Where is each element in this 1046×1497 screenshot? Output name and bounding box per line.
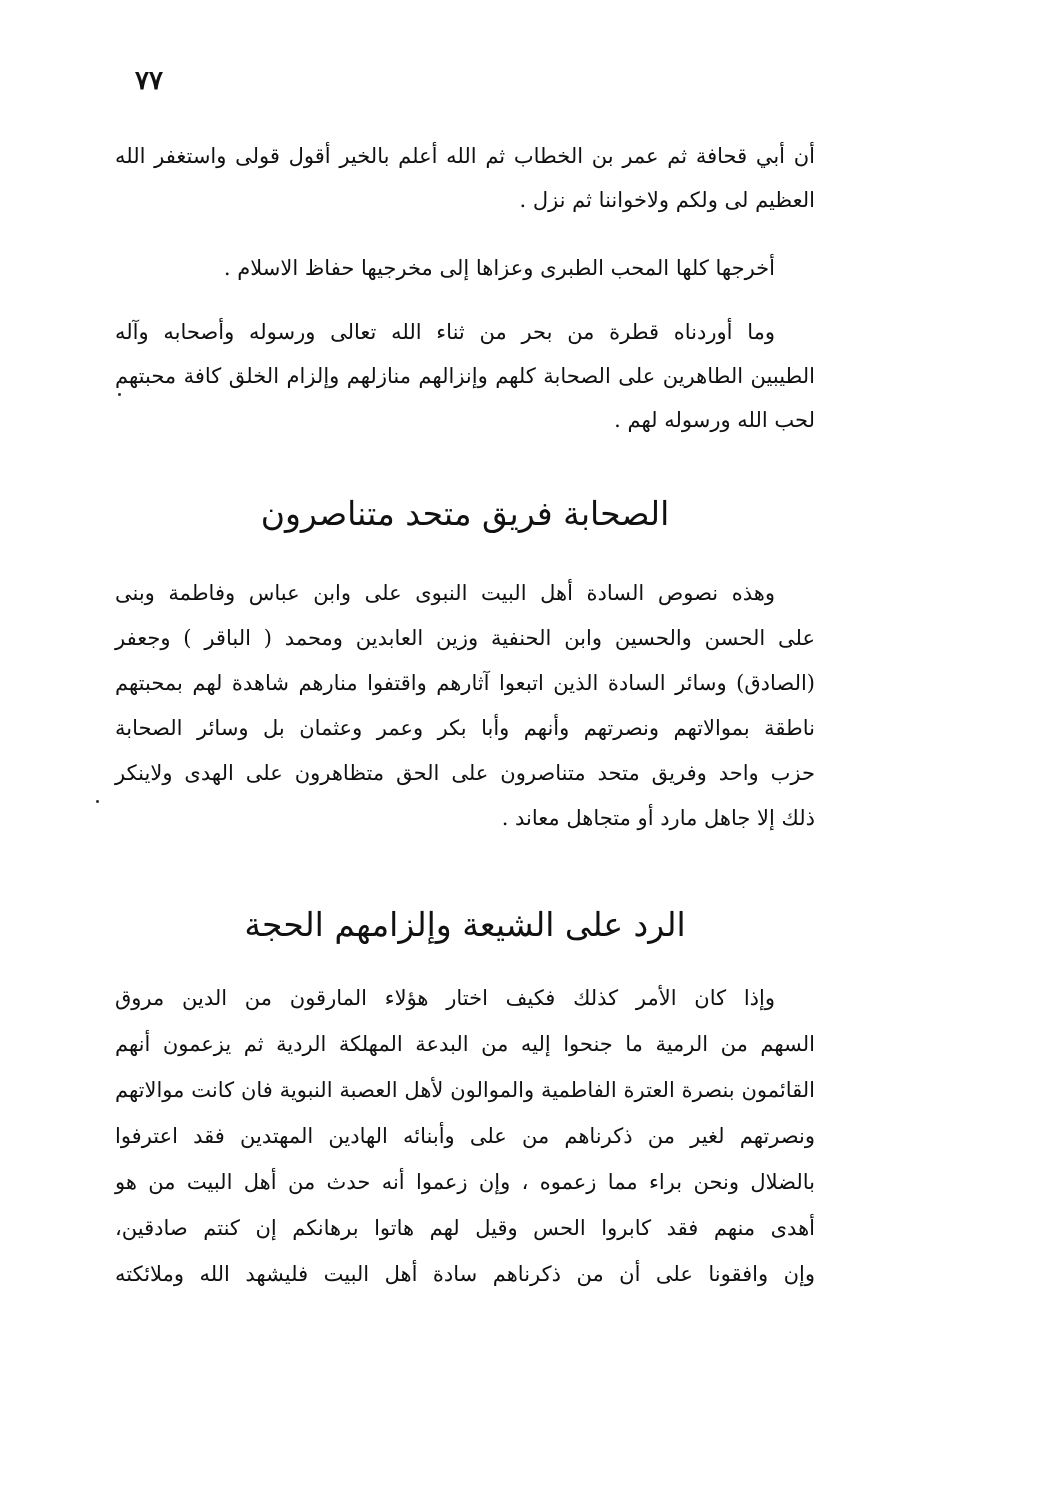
text-line: بالضلال ونحن براء مما زعموه ، وإن زعموا أنه حدث من أهل البيت من هو: [115, 1170, 815, 1194]
paragraph-praise: [115, 317, 815, 435]
paragraph-ahl-al-bayt: [115, 578, 815, 833]
text-line: أن أبي قحافة ثم عمر بن الخطاب ثم الله أعلم بالخير أقول قولى واستغفر الله: [115, 144, 815, 168]
text-line: ونصرتهم لغير من ذكرناهم من على وأبنائه الهادين المهتدين فقد اعترفوا: [115, 1124, 815, 1148]
paragraph-attribution: [115, 253, 815, 283]
text-line: ناطقة بموالاتهم ونصرتهم وأنهم وأبا بكر وعمر وعثمان بل وسائر الصحابة: [115, 716, 815, 740]
text-line: وهذه نصوص السادة أهل البيت النبوى على وابن عباس وفاطمة وبنى: [115, 581, 775, 605]
paragraph-closing-sermon: [115, 141, 815, 215]
text-line: على الحسن والحسين وابن الحنفية وزين العابدين ومحمد ( الباقر ) وجعفر: [115, 626, 815, 650]
section-heading: الرد على الشيعة وإلزامهم الحجة: [244, 905, 686, 944]
text-line: أهدى منهم فقد كابروا الحس وقيل لهم هاتوا برهانكم إن كنتم صادقين،: [115, 1216, 815, 1240]
text-line: لحب الله ورسوله لهم .: [614, 408, 815, 432]
page-number: ٧٧: [135, 66, 163, 96]
paragraph-refutation: [115, 983, 815, 1289]
text-line: (الصادق) وسائر السادة الذين اتبعوا آثارهم واقتفوا منارهم شاهدة لهم بمحبتهم: [115, 671, 815, 695]
text-line: الطيبين الطاهرين على الصحابة كلهم وإنزالهم منازلهم وإلزام الخلق كافة محبتهم: [115, 364, 815, 388]
text-line: وما أوردناه قطرة من بحر من ثناء الله تعالى ورسوله وأصحابه وآله: [115, 320, 775, 344]
scan-speck: [96, 800, 99, 803]
text-line: القائمون بنصرة العترة الفاطمية والموالون لأهل العصبة النبوية فان كانت موالاتهم: [115, 1078, 815, 1102]
scan-speck: [118, 393, 121, 396]
text-line: وإن وافقونا على أن من ذكرناهم سادة أهل البيت فليشهد الله وملائكته: [115, 1262, 815, 1286]
section-heading: الصحابة فريق متحد متناصرون: [260, 494, 670, 533]
text-line: وإذا كان الأمر كذلك فكيف اختار هؤلاء المارقون من الدين مروق: [115, 986, 775, 1010]
text-line: حزب واحد وفريق متحد متناصرون على الحق متظاهرون على الهدى ولاينكر: [115, 761, 815, 785]
text-line: أخرجها كلها المحب الطبرى وعزاها إلى مخرجيها حفاظ الاسلام .: [223, 256, 775, 280]
text-line: السهم من الرمية ما جنحوا إليه من البدعة المهلكة الردية ثم يزعمون أنهم: [115, 1032, 815, 1056]
text-line: العظيم لى ولكم ولاخواننا ثم نزل .: [519, 188, 815, 212]
text-line: ذلك إلا جاهل مارد أو متجاهل معاند .: [501, 806, 815, 830]
